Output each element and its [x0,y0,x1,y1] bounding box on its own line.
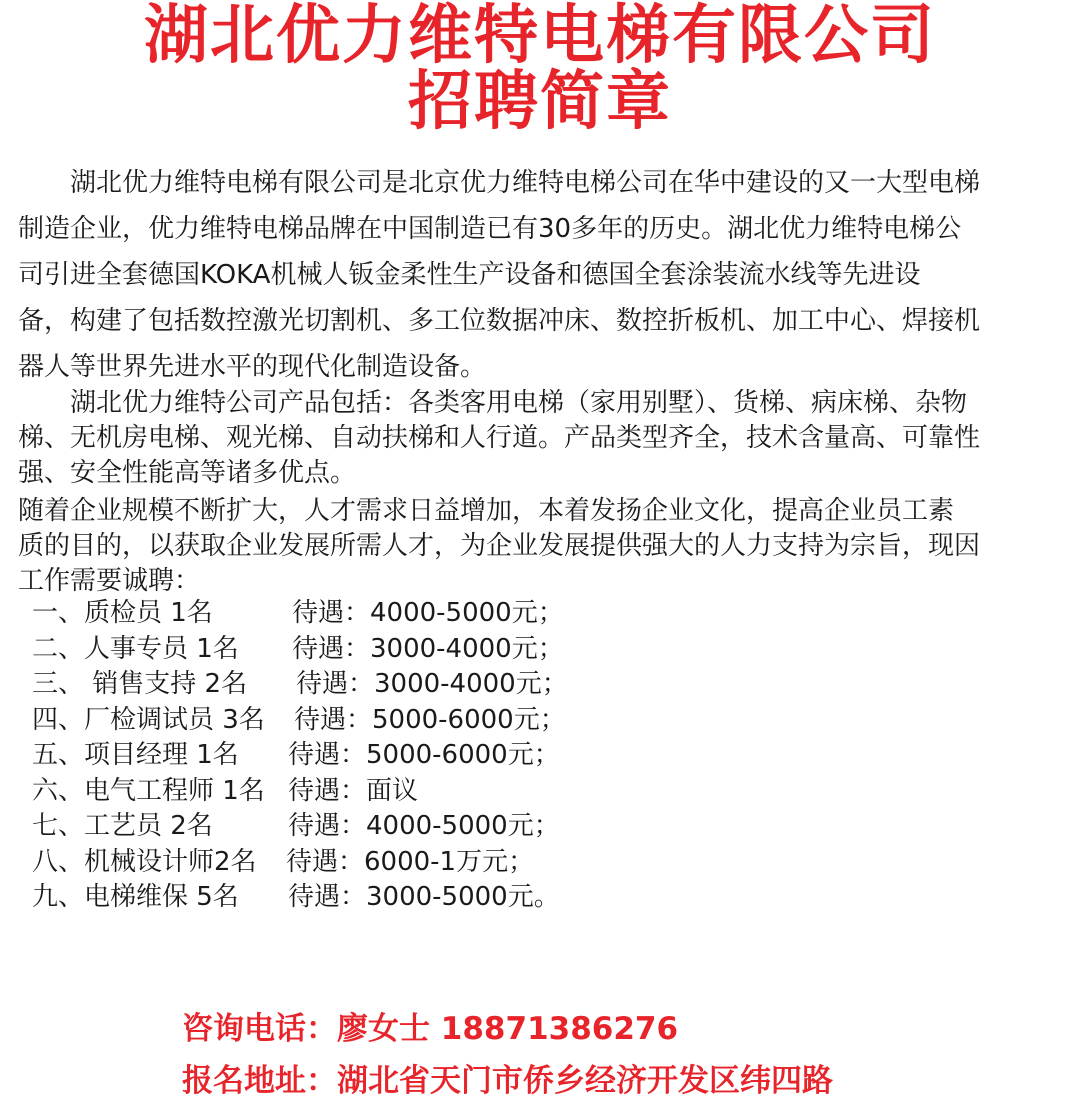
products-line: 湖北优力维特公司产品包括：各类客用电梯（家用别墅）、货梯、病床梯、杂物 [18,388,968,418]
products-line: 梯、无机房电梯、观光梯、自动扶梯和人行道。产品类型齐全，技术含量高、可靠性 [18,423,981,453]
contact-phone: 咨询电话：廖女士 18871386276 [182,1011,679,1047]
job-position: 四、厂检调试员 3名 [32,704,265,735]
intro-line: 司引进全套德国KOKA机械人钣金柔性生产设备和德国全套涂装流水线等先进设 [18,260,921,290]
job-pay: 待遇：3000-5000元。 [288,882,560,912]
job-pay: 待遇：5000-6000元； [288,740,560,770]
intro-line: 湖北优力维特电梯有限公司是北京优力维特电梯公司在华中建设的又一大型电梯 [18,168,981,198]
intro-line: 器人等世界先进水平的现代化制造设备。 [18,352,487,382]
page-title: 湖北优力维特电梯有限公司 [144,0,936,73]
job-pay: 待遇：4000-5000元； [288,811,560,841]
hiring-paragraph [18,494,1066,599]
products-line: 强、安全性能高等诸多优点。 [18,458,357,488]
intro-paragraph [18,160,1066,390]
contact-address: 报名地址：湖北省天门市侨乡经济开发区纬四路 [182,1063,833,1099]
intro-line: 备，构建了包括数控激光切割机、多工位数据冲床、数控折板机、加工中心、焊接机 [18,306,981,336]
job-position: 八、机械设计师2名 [32,846,257,877]
job-position: 七、工艺员 2名 [32,811,213,841]
intro-line: 制造企业，优力维特电梯品牌在中国制造已有30多年的历史。湖北优力维特电梯公 [18,214,962,244]
job-position: 二、人事专员 1名 [32,633,239,664]
job-position: 六、电气工程师 1名 [32,775,265,806]
hiring-line: 随着企业规模不断扩大，人才需求日益增加，本着发扬企业文化，提高企业员工素 [18,496,955,526]
hiring-line: 工作需要诚聘： [18,566,201,596]
job-pay: 待遇：3000-4000元； [292,633,564,664]
job-pay: 待遇：3000-4000元； [296,669,568,699]
job-position: 三、 销售支持 2名 [32,669,248,699]
hiring-line: 质的目的，以获取企业发展所需人才，为企业发展提供强大的人力支持为宗旨，现因 [18,531,981,561]
job-pay: 待遇：6000-1万元； [286,846,535,877]
job-position: 五、项目经理 1名 [32,740,239,770]
job-pay: 待遇：5000-6000元； [294,704,566,735]
products-paragraph [18,386,1066,491]
job-position: 九、电梯维保 5名 [32,882,239,912]
job-position: 一、质检员 1名 [32,598,213,628]
job-pay: 待遇：面议 [288,775,419,806]
job-pay: 待遇：4000-5000元； [292,598,564,628]
page-subtitle: 招聘简章 [408,65,672,139]
